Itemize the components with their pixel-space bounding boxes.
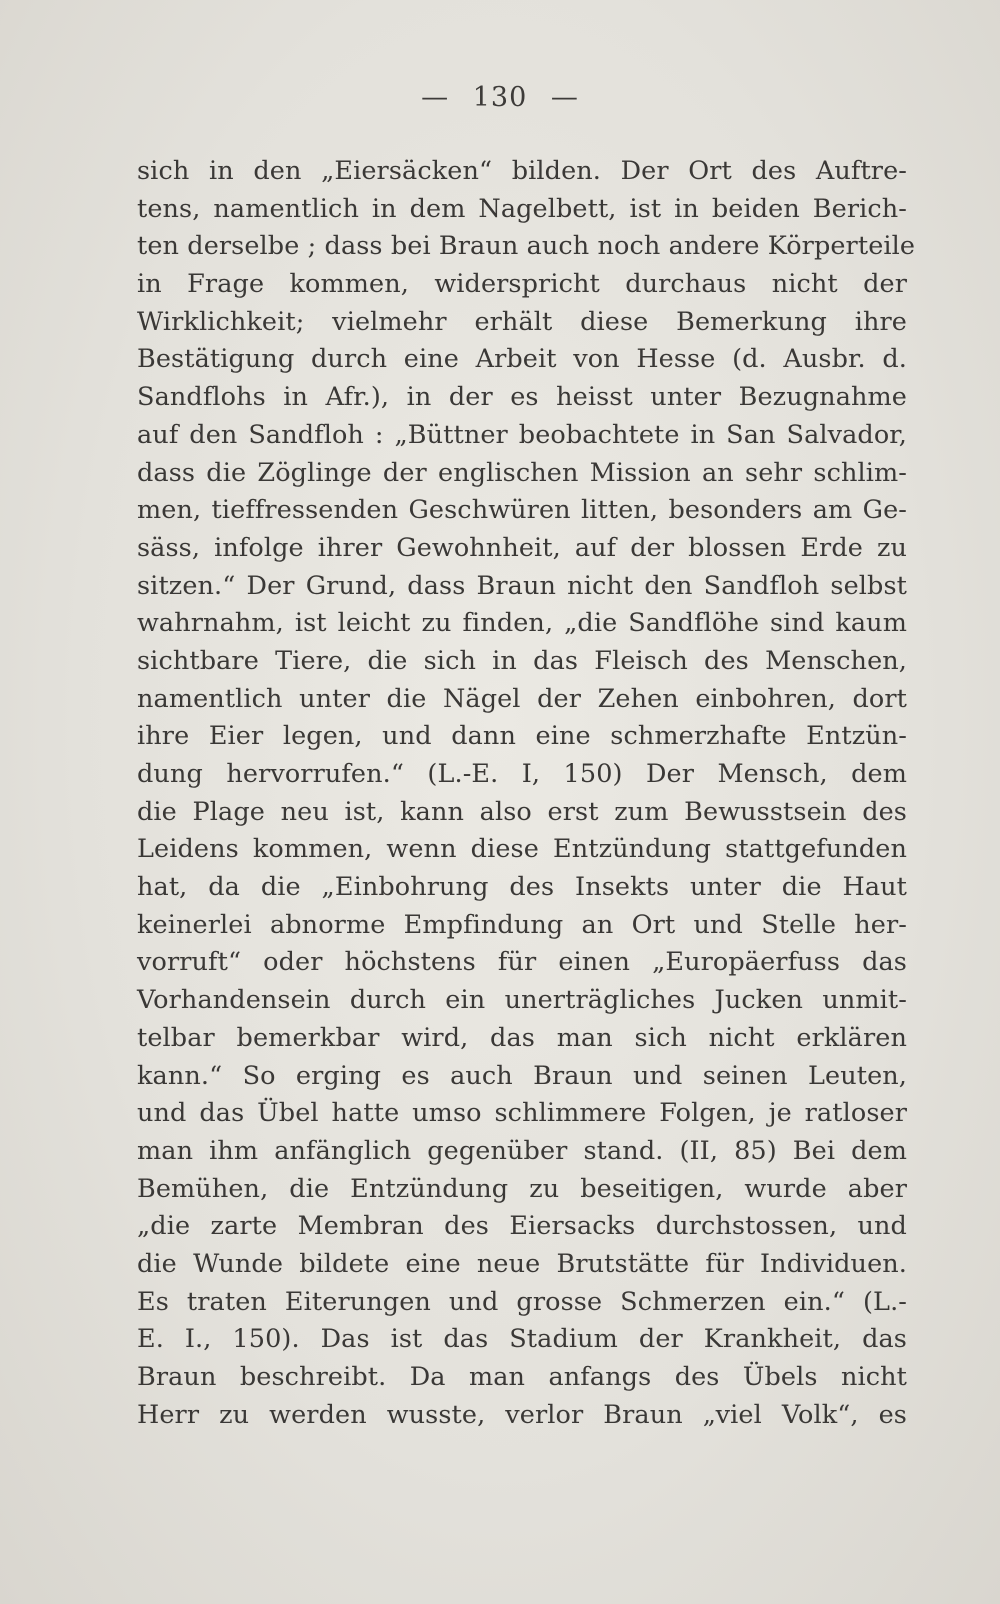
- text-line: E. I., 150). Das ist das Stadium der Krankheit, das: [137, 1324, 907, 1355]
- text-line: Leidens kommen, wenn diese Entzündung stattgefunden: [137, 834, 907, 865]
- text-line: und das Übel hatte umso schlimmere Folgen, je ratloser: [137, 1098, 907, 1129]
- text-line: die Wunde bildete eine neue Brutstätte für Individuen.: [137, 1248, 907, 1279]
- text-line: Wirklichkeit; vielmehr erhält diese Bemerkung ihre: [137, 306, 907, 337]
- text-line: kann.“ So erging es auch Braun und seinen Leuten,: [137, 1060, 907, 1091]
- text-line: Vorhandensein durch ein unerträgliches Jucken unmit-: [137, 985, 907, 1016]
- text-line: wahrnahm, ist leicht zu finden, „die Sandflöhe sind kaum: [137, 608, 907, 639]
- text-line: Bestätigung durch eine Arbeit von Hesse (d. Ausbr. d.: [137, 344, 907, 375]
- text-line: sich in den „Eiersäcken“ bilden. Der Ort des Auftre-: [137, 156, 907, 186]
- text-line: hat, da die „Einbohrung des Insekts unter die Haut: [137, 872, 907, 903]
- text-line: Bemühen, die Entzündung zu beseitigen, wurde aber: [137, 1173, 907, 1204]
- text-line: säss, infolge ihrer Gewohnheit, auf der blossen Erde zu: [137, 532, 907, 563]
- text-line: Es traten Eiterungen und grosse Schmerzen ein.“ (L.-: [137, 1286, 907, 1317]
- text-line: men, tieffressenden Geschwüren litten, besonders am Ge-: [137, 495, 907, 526]
- text-line: dung hervorrufen.“ (L.-E. I, 150) Der Mensch, dem: [137, 759, 907, 789]
- text-line: Braun beschreibt. Da man anfangs des Übels nicht: [137, 1362, 907, 1392]
- text-line: keinerlei abnorme Empfindung an Ort und Stelle her-: [137, 909, 907, 940]
- text-line: tens, namentlich in dem Nagelbett, ist in beiden Berich-: [137, 193, 907, 224]
- text-line: die Plage neu ist, kann also erst zum Bewusstsein des: [137, 796, 907, 827]
- text-line: „die zarte Membran des Eiersacks durchstossen, und: [137, 1211, 907, 1242]
- text-line: telbar bemerkbar wird, das man sich nicht erklären: [137, 1022, 907, 1053]
- text-line: sichtbare Tiere, die sich in das Fleisch des Menschen,: [137, 645, 907, 676]
- text-line: in Frage kommen, widerspricht durchaus nicht der: [137, 269, 907, 300]
- text-line: namentlich unter die Nägel der Zehen einbohren, dort: [137, 683, 907, 714]
- body-text: [137, 153, 916, 1434]
- text-line: Sandflohs in Afr.), in der es heisst unter Bezugnahme: [137, 382, 907, 413]
- text-line: sitzen.“ Der Grund, dass Braun nicht den Sandfloh selbst: [137, 570, 907, 601]
- text-line: auf den Sandfloh : „Büttner beobachtete in San Salvador,: [137, 419, 907, 450]
- text-line: ten derselbe ; dass bei Braun auch noch andere Körperteile: [137, 231, 916, 262]
- text-line: Herr zu werden wusste, verlor Braun „viel Volk“, es: [137, 1399, 907, 1430]
- text-line: ihre Eier legen, und dann eine schmerzhafte Entzün-: [137, 721, 907, 752]
- text-line: vorruft“ oder höchstens für einen „Europäerfuss das: [137, 947, 907, 978]
- text-line: dass die Zöglinge der englischen Mission an sehr schlim-: [137, 457, 907, 488]
- text-line: man ihm anfänglich gegenüber stand. (II, 85) Bei dem: [137, 1135, 907, 1166]
- page-number: — 130 —: [421, 82, 579, 113]
